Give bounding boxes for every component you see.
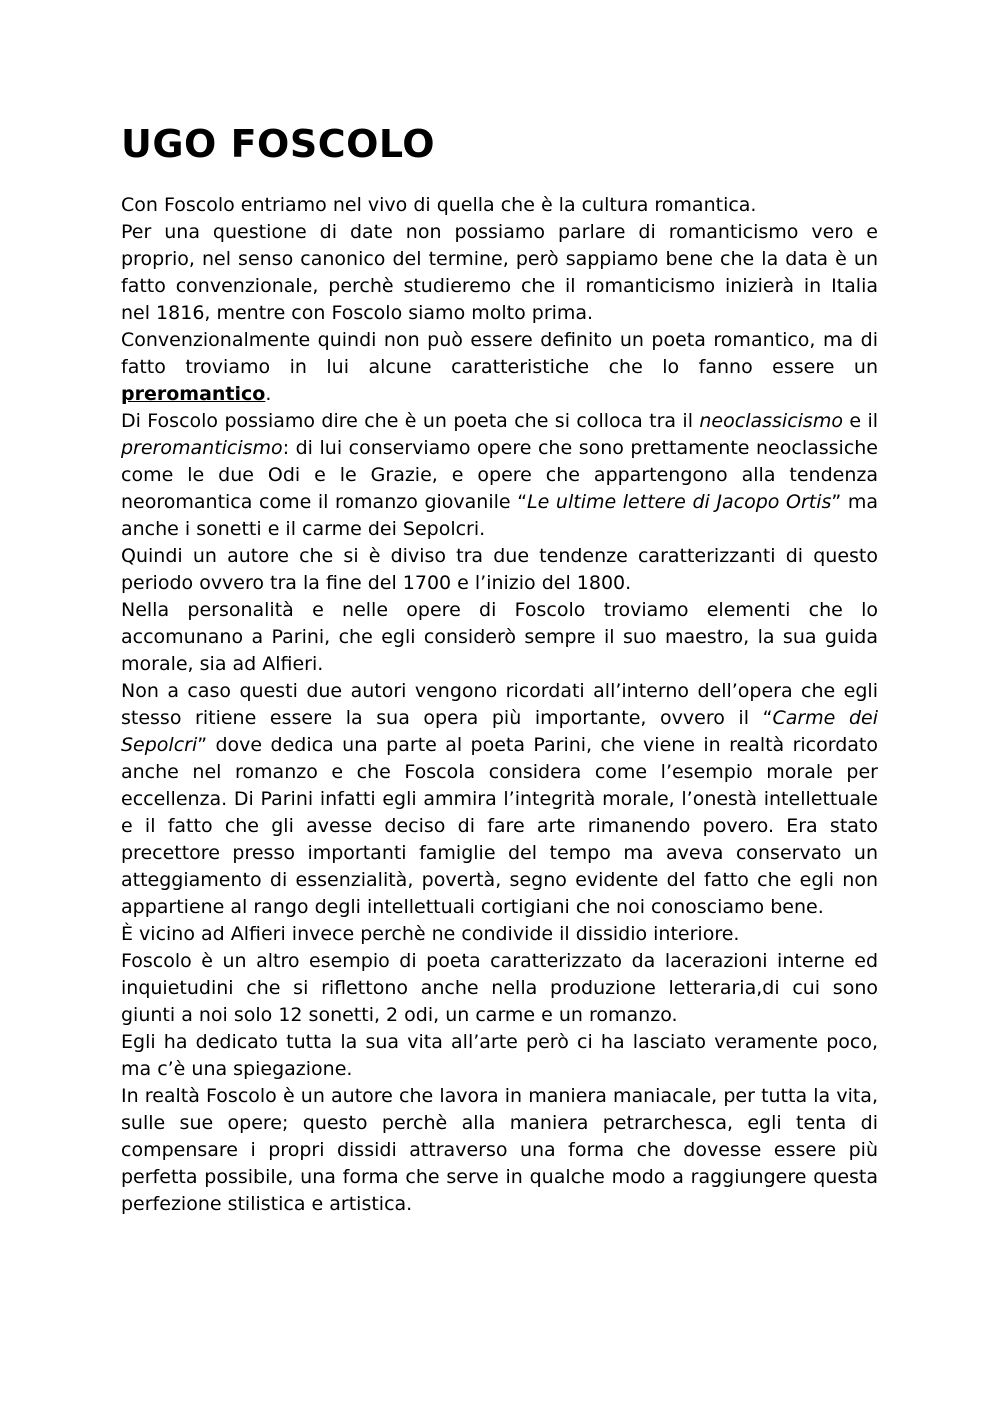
paragraph-4	[121, 408, 878, 543]
paragraph-7-text-c: ” dove dedica una parte al poeta Parini, che viene in realtà ricordato anche nel romanzo e che Foscola considera come l’esempio morale per eccellenza. Di Parini infatti egli ammira l’integrità morale, l’onestà intellettuale e il fatto che gli avesse deciso di fare arte rimanendo povero. Era stato precettore presso importanti famiglie del tempo ma aveva conservato un atteggiamento di essenzialità, povertà, segno evidente del fatto che egli non appartiene al rango degli intellettuali cortigiani che noi conosciamo bene.	[121, 734, 878, 918]
paragraph-3	[121, 327, 878, 408]
paragraph-7	[121, 678, 878, 921]
paragraph-4-text-a: Di Foscolo possiamo dire che è un poeta che si colloca tra il	[121, 410, 700, 432]
work-title-ortis: Le ultime lettere di Jacopo Ortis	[527, 491, 832, 513]
paragraph-2: Per una questione di date non possiamo parlare di romanticismo vero e proprio, nel senso canonico del termine, però sappiamo bene che la data è un fatto convenzionale, perchè studieremo che il romanticismo inizierà in Italia nel 1816, mentre con Foscolo siamo molto prima.	[121, 221, 878, 324]
paragraph-4-text-g: ” ma anche i sonetti e il carme dei Sepolcri.	[121, 491, 879, 540]
paragraph-3-text: Convenzionalmente quindi non può essere definito un poeta romantico, ma di fatto troviamo in lui alcune caratteristiche che lo fanno essere un	[121, 329, 878, 378]
paragraph-4-text-e: : di lui conserviamo opere che sono prettamente neoclassiche come le due Odi e le Grazie, e opere che appartengono alla tendenza neoromantica come il romanzo giovanile “	[121, 437, 878, 513]
paragraph-10: Egli ha dedicato tutta la sua vita all’arte però ci ha lasciato veramente poco, ma c’è una spiegazione.	[121, 1031, 878, 1080]
paragraph-3-end: .	[265, 383, 272, 405]
paragraph-8: È vicino ad Alfieri invece perchè ne condivide il dissidio interiore.	[121, 923, 740, 945]
paragraph-9: Foscolo è un altro esempio di poeta caratterizzato da lacerazioni interne ed inquietudini che si riflettono anche nella produzione letteraria,di cui sono giunti a noi solo 12 sonetti, 2 odi, un carme e un romanzo.	[121, 950, 878, 1026]
paragraph-7-text-a: Non a caso questi due autori vengono ricordati all’interno dell’opera che egli stesso ritiene essere la sua opera più importante, ovvero il “	[121, 680, 878, 729]
paragraph-11: In realtà Foscolo è un autore che lavora in maniera maniacale, per tutta la vita, sulle sue opere; questo perchè alla maniera petrarchesca, egli tenta di compensare i propri dissidi attraverso una forma che dovesse essere più perfetta possibile, una forma che serve in qualche modo a raggiungere questa perfezione stilistica e artistica.	[121, 1085, 878, 1215]
document-body	[121, 192, 878, 1218]
document-page	[121, 118, 878, 1218]
paragraph-6: Nella personalità e nelle opere di Foscolo troviamo elementi che lo accomunano a Parini, che egli considerò sempre il suo maestro, la sua guida morale, sia ad Alfieri.	[121, 599, 878, 675]
work-title-sepolcri: Carme dei Sepolcri	[121, 707, 878, 756]
paragraph-4-text-c: e il	[842, 410, 878, 432]
paragraph-5: Quindi un autore che si è diviso tra due tendenze caratterizzanti di questo periodo ovvero tra la fine del 1700 e l’inizio del 1800.	[121, 545, 878, 594]
document-title: UGO FOSCOLO	[121, 122, 436, 166]
term-preromanticismo: preromanticismo	[121, 437, 283, 459]
paragraph-1: Con Foscolo entriamo nel vivo di quella che è la cultura romantica.	[121, 194, 757, 216]
term-neoclassicismo: neoclassicismo	[699, 410, 843, 432]
term-preromantico: preromantico	[121, 383, 266, 405]
